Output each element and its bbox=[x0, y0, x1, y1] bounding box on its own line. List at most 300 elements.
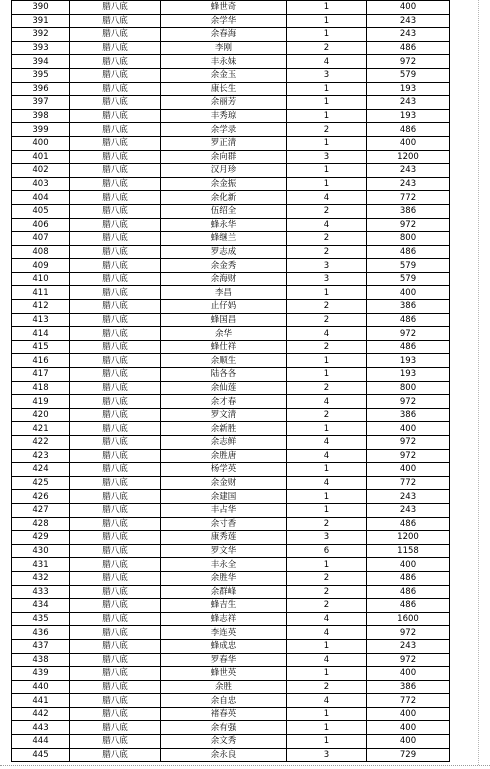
table-row bbox=[12, 422, 450, 436]
household-count-cell: 1 bbox=[287, 28, 367, 42]
amount-cell: 243 bbox=[367, 177, 450, 191]
village-cell: 腊八底 bbox=[70, 721, 161, 735]
household-count-cell: 2 bbox=[287, 571, 367, 585]
village-cell: 腊八底 bbox=[70, 313, 161, 327]
row-number-cell: 427 bbox=[12, 503, 70, 517]
table-row bbox=[12, 381, 450, 395]
amount-cell: 400 bbox=[367, 735, 450, 749]
row-number-cell: 422 bbox=[12, 436, 70, 450]
row-number-cell: 444 bbox=[12, 735, 70, 749]
row-number-cell: 391 bbox=[12, 14, 70, 28]
village-cell: 腊八底 bbox=[70, 327, 161, 341]
name-cell: 丰占华 bbox=[161, 503, 287, 517]
row-number-cell: 419 bbox=[12, 395, 70, 409]
name-cell: 余向群 bbox=[161, 150, 287, 164]
row-number-cell: 392 bbox=[12, 28, 70, 42]
row-number-cell: 390 bbox=[12, 1, 70, 15]
amount-cell: 972 bbox=[367, 55, 450, 69]
table-row bbox=[12, 286, 450, 300]
household-count-cell: 1 bbox=[287, 735, 367, 749]
household-count-cell: 1 bbox=[287, 368, 367, 382]
table-row bbox=[12, 707, 450, 721]
village-cell: 腊八底 bbox=[70, 123, 161, 137]
table-row bbox=[12, 476, 450, 490]
name-cell: 蜂仕祥 bbox=[161, 340, 287, 354]
household-count-cell: 1 bbox=[287, 286, 367, 300]
name-cell: 丰秀琼 bbox=[161, 109, 287, 123]
village-cell: 腊八底 bbox=[70, 694, 161, 708]
table-row bbox=[12, 96, 450, 110]
village-cell: 腊八底 bbox=[70, 1, 161, 15]
amount-cell: 972 bbox=[367, 436, 450, 450]
row-number-cell: 411 bbox=[12, 286, 70, 300]
household-count-cell: 1 bbox=[287, 109, 367, 123]
name-cell: 李刚 bbox=[161, 41, 287, 55]
household-count-cell: 2 bbox=[287, 245, 367, 259]
row-number-cell: 433 bbox=[12, 585, 70, 599]
village-cell: 腊八底 bbox=[70, 748, 161, 762]
name-cell: 余金振 bbox=[161, 177, 287, 191]
table-row bbox=[12, 232, 450, 246]
row-number-cell: 404 bbox=[12, 191, 70, 205]
amount-cell: 486 bbox=[367, 517, 450, 531]
village-cell: 腊八底 bbox=[70, 368, 161, 382]
household-count-cell: 3 bbox=[287, 272, 367, 286]
amount-cell: 1200 bbox=[367, 150, 450, 164]
row-number-cell: 431 bbox=[12, 558, 70, 572]
name-cell: 罗春华 bbox=[161, 653, 287, 667]
village-cell: 腊八底 bbox=[70, 68, 161, 82]
row-number-cell: 406 bbox=[12, 218, 70, 232]
village-cell: 腊八底 bbox=[70, 639, 161, 653]
household-count-cell: 4 bbox=[287, 218, 367, 232]
row-number-cell: 400 bbox=[12, 136, 70, 150]
row-number-cell: 415 bbox=[12, 340, 70, 354]
village-cell: 腊八底 bbox=[70, 218, 161, 232]
table-row bbox=[12, 150, 450, 164]
household-count-cell: 1 bbox=[287, 503, 367, 517]
table-row bbox=[12, 585, 450, 599]
name-cell: 余学录 bbox=[161, 123, 287, 137]
amount-cell: 193 bbox=[367, 109, 450, 123]
village-cell: 腊八底 bbox=[70, 82, 161, 96]
village-cell: 腊八底 bbox=[70, 626, 161, 640]
amount-cell: 193 bbox=[367, 82, 450, 96]
village-cell: 腊八底 bbox=[70, 422, 161, 436]
village-cell: 腊八底 bbox=[70, 571, 161, 585]
name-cell: 余有强 bbox=[161, 721, 287, 735]
table-row bbox=[12, 395, 450, 409]
row-number-cell: 395 bbox=[12, 68, 70, 82]
village-cell: 腊八底 bbox=[70, 735, 161, 749]
name-cell: 康秀莲 bbox=[161, 531, 287, 545]
household-count-cell: 1 bbox=[287, 136, 367, 150]
village-cell: 腊八底 bbox=[70, 680, 161, 694]
name-cell: 罗文清 bbox=[161, 408, 287, 422]
name-cell: 余文秀 bbox=[161, 735, 287, 749]
household-count-cell: 2 bbox=[287, 300, 367, 314]
name-cell: 余自忠 bbox=[161, 694, 287, 708]
row-number-cell: 437 bbox=[12, 639, 70, 653]
table-row bbox=[12, 204, 450, 218]
row-number-cell: 401 bbox=[12, 150, 70, 164]
row-number-cell: 426 bbox=[12, 490, 70, 504]
name-cell: 康长生 bbox=[161, 82, 287, 96]
table-row bbox=[12, 340, 450, 354]
amount-cell: 400 bbox=[367, 667, 450, 681]
row-number-cell: 409 bbox=[12, 259, 70, 273]
household-count-cell: 1 bbox=[287, 707, 367, 721]
table-row bbox=[12, 68, 450, 82]
name-cell: 余海财 bbox=[161, 272, 287, 286]
name-cell: 汉月珍 bbox=[161, 164, 287, 178]
table-row bbox=[12, 449, 450, 463]
table-row bbox=[12, 721, 450, 735]
amount-cell: 243 bbox=[367, 503, 450, 517]
amount-cell: 243 bbox=[367, 639, 450, 653]
name-cell: 余群峰 bbox=[161, 585, 287, 599]
name-cell: 蜂世奇 bbox=[161, 1, 287, 15]
village-cell: 腊八底 bbox=[70, 395, 161, 409]
table-row bbox=[12, 694, 450, 708]
name-cell: 余华 bbox=[161, 327, 287, 341]
village-cell: 腊八底 bbox=[70, 109, 161, 123]
household-count-cell: 3 bbox=[287, 150, 367, 164]
table-row bbox=[12, 639, 450, 653]
name-cell: 余学华 bbox=[161, 14, 287, 28]
row-number-cell: 408 bbox=[12, 245, 70, 259]
row-number-cell: 424 bbox=[12, 463, 70, 477]
amount-cell: 1200 bbox=[367, 531, 450, 545]
village-cell: 腊八底 bbox=[70, 544, 161, 558]
row-number-cell: 410 bbox=[12, 272, 70, 286]
amount-cell: 193 bbox=[367, 354, 450, 368]
row-number-cell: 425 bbox=[12, 476, 70, 490]
amount-cell: 729 bbox=[367, 748, 450, 762]
row-number-cell: 445 bbox=[12, 748, 70, 762]
household-count-cell: 1 bbox=[287, 558, 367, 572]
household-count-cell: 2 bbox=[287, 585, 367, 599]
name-cell: 丰永妹 bbox=[161, 55, 287, 69]
table-row bbox=[12, 109, 450, 123]
amount-cell: 400 bbox=[367, 286, 450, 300]
household-count-cell: 2 bbox=[287, 680, 367, 694]
row-number-cell: 394 bbox=[12, 55, 70, 69]
table-row bbox=[12, 748, 450, 762]
village-cell: 腊八底 bbox=[70, 204, 161, 218]
name-cell: 罗志成 bbox=[161, 245, 287, 259]
amount-cell: 386 bbox=[367, 204, 450, 218]
row-number-cell: 413 bbox=[12, 313, 70, 327]
name-cell: 蜂世英 bbox=[161, 667, 287, 681]
name-cell: 褚春英 bbox=[161, 707, 287, 721]
amount-cell: 486 bbox=[367, 585, 450, 599]
table-row bbox=[12, 300, 450, 314]
table-row bbox=[12, 667, 450, 681]
row-number-cell: 403 bbox=[12, 177, 70, 191]
village-cell: 腊八底 bbox=[70, 28, 161, 42]
village-cell: 腊八底 bbox=[70, 340, 161, 354]
row-number-cell: 429 bbox=[12, 531, 70, 545]
household-count-cell: 6 bbox=[287, 544, 367, 558]
row-number-cell: 440 bbox=[12, 680, 70, 694]
amount-cell: 400 bbox=[367, 558, 450, 572]
row-number-cell: 412 bbox=[12, 300, 70, 314]
row-number-cell: 416 bbox=[12, 354, 70, 368]
village-cell: 腊八底 bbox=[70, 436, 161, 450]
name-cell: 余建国 bbox=[161, 490, 287, 504]
amount-cell: 243 bbox=[367, 14, 450, 28]
name-cell: 蜂永华 bbox=[161, 218, 287, 232]
row-number-cell: 396 bbox=[12, 82, 70, 96]
name-cell: 余新胜 bbox=[161, 422, 287, 436]
amount-cell: 972 bbox=[367, 653, 450, 667]
household-count-cell: 2 bbox=[287, 41, 367, 55]
table-row bbox=[12, 272, 450, 286]
table-row bbox=[12, 82, 450, 96]
table-row bbox=[12, 735, 450, 749]
amount-cell: 486 bbox=[367, 245, 450, 259]
table-row bbox=[12, 408, 450, 422]
household-count-cell: 2 bbox=[287, 123, 367, 137]
amount-cell: 486 bbox=[367, 313, 450, 327]
name-cell: 蜂志祥 bbox=[161, 612, 287, 626]
village-cell: 腊八底 bbox=[70, 14, 161, 28]
village-cell: 腊八底 bbox=[70, 96, 161, 110]
table-row bbox=[12, 571, 450, 585]
amount-cell: 772 bbox=[367, 191, 450, 205]
name-cell: 余化新 bbox=[161, 191, 287, 205]
village-cell: 腊八底 bbox=[70, 354, 161, 368]
village-cell: 腊八底 bbox=[70, 150, 161, 164]
table-row bbox=[12, 245, 450, 259]
name-cell: 蜂国昌 bbox=[161, 313, 287, 327]
household-count-cell: 3 bbox=[287, 531, 367, 545]
village-cell: 腊八底 bbox=[70, 585, 161, 599]
household-count-cell: 2 bbox=[287, 599, 367, 613]
amount-cell: 400 bbox=[367, 136, 450, 150]
village-cell: 腊八底 bbox=[70, 381, 161, 395]
name-cell: 止仔妈 bbox=[161, 300, 287, 314]
name-cell: 余永良 bbox=[161, 748, 287, 762]
name-cell: 余胜华 bbox=[161, 571, 287, 585]
village-cell: 腊八底 bbox=[70, 612, 161, 626]
household-count-cell: 2 bbox=[287, 381, 367, 395]
name-cell: 李连英 bbox=[161, 626, 287, 640]
household-count-cell: 4 bbox=[287, 395, 367, 409]
name-cell: 蜂吉生 bbox=[161, 599, 287, 613]
village-cell: 腊八底 bbox=[70, 177, 161, 191]
table-row bbox=[12, 259, 450, 273]
household-count-cell: 1 bbox=[287, 490, 367, 504]
amount-cell: 243 bbox=[367, 96, 450, 110]
amount-cell: 386 bbox=[367, 680, 450, 694]
amount-cell: 400 bbox=[367, 422, 450, 436]
village-cell: 腊八底 bbox=[70, 245, 161, 259]
amount-cell: 243 bbox=[367, 164, 450, 178]
row-number-cell: 397 bbox=[12, 96, 70, 110]
row-number-cell: 439 bbox=[12, 667, 70, 681]
table-row bbox=[12, 368, 450, 382]
table-row bbox=[12, 517, 450, 531]
household-count-cell: 4 bbox=[287, 55, 367, 69]
village-cell: 腊八底 bbox=[70, 531, 161, 545]
table-row bbox=[12, 490, 450, 504]
table-row bbox=[12, 136, 450, 150]
household-count-cell: 2 bbox=[287, 232, 367, 246]
household-count-cell: 2 bbox=[287, 408, 367, 422]
name-cell: 余春海 bbox=[161, 28, 287, 42]
row-number-cell: 442 bbox=[12, 707, 70, 721]
row-number-cell: 434 bbox=[12, 599, 70, 613]
table-row bbox=[12, 55, 450, 69]
village-cell: 腊八底 bbox=[70, 55, 161, 69]
table-row bbox=[12, 544, 450, 558]
name-cell: 李昌 bbox=[161, 286, 287, 300]
row-number-cell: 393 bbox=[12, 41, 70, 55]
household-count-cell: 4 bbox=[287, 694, 367, 708]
table-row bbox=[12, 531, 450, 545]
table-row bbox=[12, 28, 450, 42]
table-row bbox=[12, 1, 450, 15]
household-count-cell: 4 bbox=[287, 476, 367, 490]
household-count-cell: 4 bbox=[287, 653, 367, 667]
household-count-cell: 1 bbox=[287, 463, 367, 477]
amount-cell: 400 bbox=[367, 463, 450, 477]
household-count-cell: 2 bbox=[287, 517, 367, 531]
amount-cell: 772 bbox=[367, 476, 450, 490]
table-row bbox=[12, 558, 450, 572]
table-row bbox=[12, 164, 450, 178]
household-count-cell: 3 bbox=[287, 68, 367, 82]
row-number-cell: 414 bbox=[12, 327, 70, 341]
household-count-cell: 4 bbox=[287, 327, 367, 341]
amount-cell: 193 bbox=[367, 368, 450, 382]
amount-cell: 386 bbox=[367, 408, 450, 422]
table-row bbox=[12, 191, 450, 205]
village-cell: 腊八底 bbox=[70, 667, 161, 681]
household-count-cell: 2 bbox=[287, 313, 367, 327]
household-count-cell: 1 bbox=[287, 96, 367, 110]
household-count-cell: 4 bbox=[287, 436, 367, 450]
row-number-cell: 399 bbox=[12, 123, 70, 137]
table-row bbox=[12, 436, 450, 450]
name-cell: 余胜 bbox=[161, 680, 287, 694]
amount-cell: 579 bbox=[367, 68, 450, 82]
name-cell: 余丽芳 bbox=[161, 96, 287, 110]
amount-cell: 800 bbox=[367, 381, 450, 395]
village-cell: 腊八底 bbox=[70, 272, 161, 286]
name-cell: 蜂继兰 bbox=[161, 232, 287, 246]
village-cell: 腊八底 bbox=[70, 503, 161, 517]
table-row bbox=[12, 599, 450, 613]
household-count-cell: 3 bbox=[287, 259, 367, 273]
household-count-cell: 1 bbox=[287, 82, 367, 96]
amount-cell: 1600 bbox=[367, 612, 450, 626]
table-row bbox=[12, 653, 450, 667]
household-count-cell: 1 bbox=[287, 422, 367, 436]
amount-cell: 486 bbox=[367, 41, 450, 55]
amount-cell: 243 bbox=[367, 28, 450, 42]
household-count-cell: 1 bbox=[287, 721, 367, 735]
amount-cell: 486 bbox=[367, 123, 450, 137]
amount-cell: 579 bbox=[367, 259, 450, 273]
amount-cell: 400 bbox=[367, 1, 450, 15]
name-cell: 罗文华 bbox=[161, 544, 287, 558]
table-row bbox=[12, 327, 450, 341]
table-row bbox=[12, 123, 450, 137]
row-number-cell: 443 bbox=[12, 721, 70, 735]
household-count-cell: 1 bbox=[287, 667, 367, 681]
amount-cell: 486 bbox=[367, 599, 450, 613]
name-cell: 余才春 bbox=[161, 395, 287, 409]
row-number-cell: 438 bbox=[12, 653, 70, 667]
data-table bbox=[11, 0, 450, 762]
table-row bbox=[12, 463, 450, 477]
amount-cell: 579 bbox=[367, 272, 450, 286]
village-cell: 腊八底 bbox=[70, 653, 161, 667]
table-row bbox=[12, 503, 450, 517]
household-count-cell: 4 bbox=[287, 191, 367, 205]
household-count-cell: 1 bbox=[287, 639, 367, 653]
table-body bbox=[12, 1, 450, 762]
amount-cell: 486 bbox=[367, 340, 450, 354]
row-number-cell: 436 bbox=[12, 626, 70, 640]
amount-cell: 486 bbox=[367, 571, 450, 585]
village-cell: 腊八底 bbox=[70, 164, 161, 178]
household-count-cell: 4 bbox=[287, 449, 367, 463]
village-cell: 腊八底 bbox=[70, 41, 161, 55]
village-cell: 腊八底 bbox=[70, 558, 161, 572]
table-row bbox=[12, 218, 450, 232]
table-row bbox=[12, 354, 450, 368]
row-number-cell: 435 bbox=[12, 612, 70, 626]
village-cell: 腊八底 bbox=[70, 490, 161, 504]
name-cell: 余金玉 bbox=[161, 68, 287, 82]
name-cell: 陆各各 bbox=[161, 368, 287, 382]
village-cell: 腊八底 bbox=[70, 136, 161, 150]
household-count-cell: 3 bbox=[287, 748, 367, 762]
amount-cell: 400 bbox=[367, 707, 450, 721]
row-number-cell: 407 bbox=[12, 232, 70, 246]
amount-cell: 972 bbox=[367, 218, 450, 232]
village-cell: 腊八底 bbox=[70, 191, 161, 205]
household-count-cell: 1 bbox=[287, 14, 367, 28]
table-row bbox=[12, 612, 450, 626]
amount-cell: 1158 bbox=[367, 544, 450, 558]
amount-cell: 400 bbox=[367, 721, 450, 735]
village-cell: 腊八底 bbox=[70, 300, 161, 314]
row-number-cell: 428 bbox=[12, 517, 70, 531]
household-count-cell: 1 bbox=[287, 177, 367, 191]
household-count-cell: 1 bbox=[287, 354, 367, 368]
household-count-cell: 1 bbox=[287, 1, 367, 15]
page-break-line-vertical bbox=[478, 0, 479, 765]
amount-cell: 386 bbox=[367, 300, 450, 314]
table-row bbox=[12, 41, 450, 55]
name-cell: 蜂成忠 bbox=[161, 639, 287, 653]
household-count-cell: 2 bbox=[287, 340, 367, 354]
table-row bbox=[12, 14, 450, 28]
row-number-cell: 421 bbox=[12, 422, 70, 436]
table-row bbox=[12, 313, 450, 327]
row-number-cell: 398 bbox=[12, 109, 70, 123]
amount-cell: 972 bbox=[367, 626, 450, 640]
name-cell: 余金秀 bbox=[161, 259, 287, 273]
row-number-cell: 402 bbox=[12, 164, 70, 178]
amount-cell: 800 bbox=[367, 232, 450, 246]
village-cell: 腊八底 bbox=[70, 449, 161, 463]
